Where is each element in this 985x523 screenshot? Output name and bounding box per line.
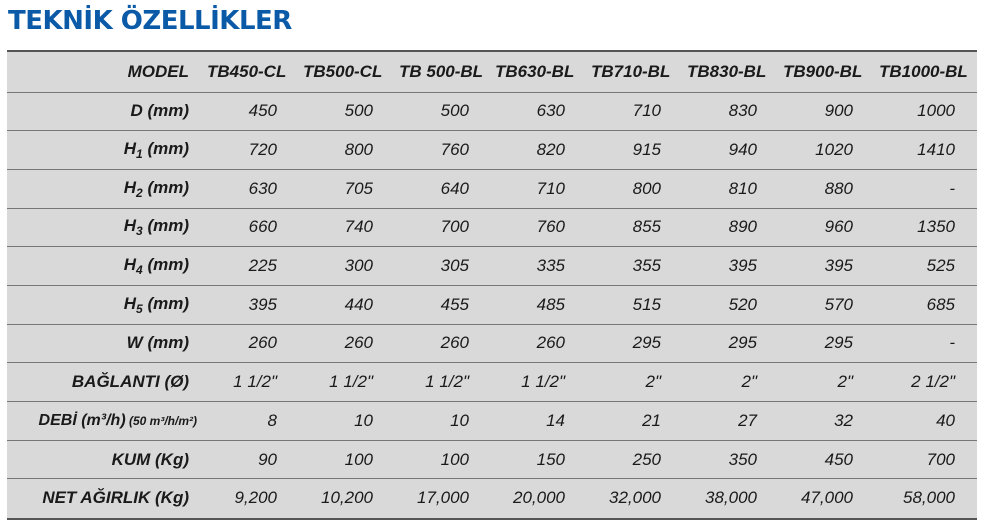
- table-cell: 14: [491, 402, 587, 441]
- table-cell: 10,200: [299, 479, 395, 518]
- model-header: TB830-BL: [687, 61, 767, 81]
- row-label: DEBİ (m³/h) (50 m³/h/m²): [7, 402, 203, 441]
- table-row: [7, 131, 977, 170]
- row-label: D (mm): [7, 92, 203, 131]
- table-cell: 1 1/2": [299, 363, 395, 402]
- row-label: BAĞLANTI (Ø): [7, 363, 203, 402]
- table-cell: 800: [587, 169, 683, 208]
- table-cell: 820: [491, 131, 587, 170]
- table-cell: 38,000: [683, 479, 779, 518]
- table-cell: 960: [779, 208, 875, 247]
- table-cell: 225: [203, 247, 299, 286]
- table-row: [7, 363, 977, 402]
- table-cell: 700: [875, 440, 977, 479]
- row-label: $H_4$ (mm): [7, 247, 203, 286]
- table-cell: 355: [587, 247, 683, 286]
- table-cell: 515: [587, 285, 683, 324]
- table-row: [7, 440, 977, 479]
- table-cell: 450: [779, 440, 875, 479]
- table-cell: 40: [875, 402, 977, 441]
- row-label: $H_1$ (mm): [7, 131, 203, 170]
- table-row: [7, 402, 977, 441]
- table-cell: 710: [587, 92, 683, 131]
- table-row: [7, 324, 977, 363]
- table-cell: 260: [203, 324, 299, 363]
- table-cell: 890: [683, 208, 779, 247]
- model-header: TB 500-BL: [399, 61, 484, 81]
- model-header: TB630-BL: [495, 61, 575, 81]
- table-cell: 2": [683, 363, 779, 402]
- table-cell: 855: [587, 208, 683, 247]
- table-cell: 940: [683, 131, 779, 170]
- header-row: [7, 52, 977, 92]
- table-cell: 1350: [875, 208, 977, 247]
- table-cell: 58,000: [875, 479, 977, 518]
- table-cell: 2": [587, 363, 683, 402]
- row-label: $H_5$ (mm): [7, 285, 203, 324]
- table-cell: 450: [203, 92, 299, 131]
- table-cell: 1410: [875, 131, 977, 170]
- table-cell: 260: [299, 324, 395, 363]
- table-cell: 295: [587, 324, 683, 363]
- table-cell: 1000: [875, 92, 977, 131]
- row-label: KUM (Kg): [7, 440, 203, 479]
- table-row: [7, 479, 977, 518]
- table-row: [7, 169, 977, 208]
- table-cell: 500: [299, 92, 395, 131]
- table-cell: 17,000: [395, 479, 491, 518]
- model-header: TB500-CL: [303, 61, 383, 81]
- spec-table: [7, 52, 977, 518]
- table-cell: 32,000: [587, 479, 683, 518]
- table-cell: 395: [779, 247, 875, 286]
- table-cell: 705: [299, 169, 395, 208]
- table-cell: 100: [395, 440, 491, 479]
- table-cell: 915: [587, 131, 683, 170]
- table-cell: 395: [203, 285, 299, 324]
- table-cell: 2": [779, 363, 875, 402]
- table-cell: 100: [299, 440, 395, 479]
- table-cell: 335: [491, 247, 587, 286]
- row-label: NET AĞIRLIK (Kg): [7, 479, 203, 518]
- spec-table-container: [7, 50, 977, 520]
- table-cell: 660: [203, 208, 299, 247]
- table-row: [7, 247, 977, 286]
- table-cell: 880: [779, 169, 875, 208]
- header-label: MODEL: [127, 61, 189, 81]
- table-cell: 90: [203, 440, 299, 479]
- table-cell: 350: [683, 440, 779, 479]
- table-cell: 455: [395, 285, 491, 324]
- table-cell: 9,200: [203, 479, 299, 518]
- table-cell: 740: [299, 208, 395, 247]
- table-cell: 630: [203, 169, 299, 208]
- table-cell: 630: [491, 92, 587, 131]
- table-cell: 8: [203, 402, 299, 441]
- table-cell: 260: [395, 324, 491, 363]
- model-header: TB450-CL: [207, 61, 287, 81]
- table-cell: 295: [779, 324, 875, 363]
- table-cell: 150: [491, 440, 587, 479]
- table-row: [7, 92, 977, 131]
- table-cell: 47,000: [779, 479, 875, 518]
- table-row: [7, 208, 977, 247]
- table-cell: 32: [779, 402, 875, 441]
- table-cell: 760: [395, 131, 491, 170]
- table-cell: 900: [779, 92, 875, 131]
- row-label: $H_3$ (mm): [7, 208, 203, 247]
- table-cell: 1 1/2": [203, 363, 299, 402]
- table-cell: 1 1/2": [491, 363, 587, 402]
- table-cell: 300: [299, 247, 395, 286]
- table-cell: 395: [683, 247, 779, 286]
- table-cell: 520: [683, 285, 779, 324]
- row-label: $H_2$ (mm): [7, 169, 203, 208]
- table-cell: 700: [395, 208, 491, 247]
- table-cell: 260: [491, 324, 587, 363]
- row-label: W (mm): [7, 324, 203, 363]
- table-row: [7, 285, 977, 324]
- table-cell: -: [875, 324, 977, 363]
- table-cell: 20,000: [491, 479, 587, 518]
- model-header: TB710-BL: [591, 61, 671, 81]
- table-cell: 27: [683, 402, 779, 441]
- table-cell: 440: [299, 285, 395, 324]
- page-title: TEKNİK ÖZELLİKLER: [8, 6, 292, 36]
- table-cell: 10: [395, 402, 491, 441]
- table-cell: 250: [587, 440, 683, 479]
- table-cell: 810: [683, 169, 779, 208]
- model-header: TB1000-BL: [879, 61, 968, 81]
- table-cell: 710: [491, 169, 587, 208]
- table-cell: 10: [299, 402, 395, 441]
- table-cell: 500: [395, 92, 491, 131]
- table-cell: 2 1/2": [875, 363, 977, 402]
- table-cell: 685: [875, 285, 977, 324]
- model-header: TB900-BL: [783, 61, 863, 81]
- table-cell: 525: [875, 247, 977, 286]
- table-cell: 1020: [779, 131, 875, 170]
- table-cell: 305: [395, 247, 491, 286]
- table-cell: 830: [683, 92, 779, 131]
- table-cell: 720: [203, 131, 299, 170]
- table-cell: 485: [491, 285, 587, 324]
- table-cell: 570: [779, 285, 875, 324]
- table-cell: 21: [587, 402, 683, 441]
- table-cell: 640: [395, 169, 491, 208]
- table-cell: -: [875, 169, 977, 208]
- table-cell: 295: [683, 324, 779, 363]
- table-cell: 800: [299, 131, 395, 170]
- table-cell: 1 1/2": [395, 363, 491, 402]
- table-cell: 760: [491, 208, 587, 247]
